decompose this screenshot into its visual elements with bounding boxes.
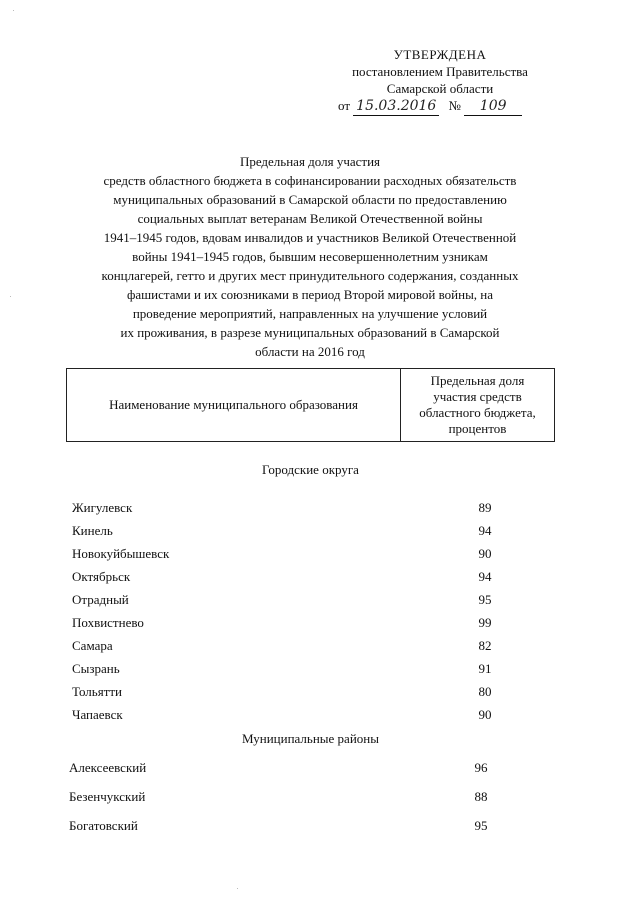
municipality-name: Сызрань [72,661,120,676]
share-value: 88 [474,789,488,804]
title-line: проведение мероприятий, направленных на улучшение условий [132,306,488,321]
table-row [72,546,552,564]
title-line: фашистами и их союзниками в период Второй мировой войны, на [126,287,494,302]
approval-block [330,46,550,116]
share-value: 95 [474,818,488,833]
municipality-name: Безенчукский [69,789,146,804]
municipality-name: Новокуйбышевск [72,546,170,561]
municipality-name: Отрадный [72,592,129,607]
title-line: войны 1941–1945 годов, бывшим несовершеннолетним узникам [132,249,488,264]
share-value: 90 [478,546,492,561]
approval-date: 15.03.2016 [353,98,439,116]
title-line: муниципальных образований в Самарской области по предоставлению [113,192,507,207]
table-row [69,818,552,836]
municipality-name: Октябрьск [72,569,131,584]
column-header-name: Наименование муниципального образования [67,369,401,442]
table-row [72,638,552,656]
share-value: 91 [478,661,492,676]
share-value: 82 [478,638,492,653]
share-value: 96 [474,760,488,775]
municipality-name: Самара [72,638,113,653]
title-line: концлагерей, гетто и других мест принудительного содержания, созданных [101,268,519,283]
number-prefix: № [448,98,461,113]
approval-line-2: Самарской области [386,81,494,96]
title-line: средств областного бюджета в софинансировании расходных обязательств [103,173,517,188]
title-line: социальных выплат ветеранам Великой Отечественной войны [137,211,483,226]
scan-speck [10,296,11,297]
approval-title: УТВЕРЖДЕНА [393,47,487,62]
scan-speck [13,10,14,11]
table-row [72,615,552,633]
municipality-name: Тольятти [72,684,123,699]
table-row [72,707,552,725]
scan-speck [237,888,238,889]
municipality-name: Жигулевск [72,500,133,515]
municipality-name: Похвистнево [72,615,144,630]
title-line: 1941–1945 годов, вдовам инвалидов и участников Великой Отечественной [103,230,517,245]
title-line: области на 2016 год [255,344,365,359]
municipality-name: Алексеевский [69,760,147,775]
table-row [69,760,552,778]
share-value: 94 [478,523,492,538]
section-title-urban: Городские округа [262,462,359,477]
date-prefix: от [338,98,351,113]
table-row [72,592,552,610]
document-title [55,152,565,361]
column-header-share-line: областного бюджета, [419,405,536,420]
municipality-name: Богатовский [69,818,138,833]
municipality-name: Кинель [72,523,113,538]
table-row [72,661,552,679]
table-row [72,523,552,541]
column-header-share-line: Предельная доля [430,373,525,388]
approval-line-1: постановлением Правительства [352,64,528,79]
table-header [66,368,555,442]
approval-date-line [330,97,550,116]
title-line: их проживания, в разрезе муниципальных образований в Самарской [120,325,500,340]
share-value: 99 [478,615,492,630]
share-value: 94 [478,569,492,584]
table-row [69,789,552,807]
table-row [72,500,552,518]
municipality-name: Чапаевск [72,707,123,722]
table-header-row [67,369,555,442]
share-value: 89 [478,500,492,515]
title-line: Предельная доля участия [239,154,381,169]
table-row [72,684,552,702]
column-header-share-line: процентов [448,421,507,436]
approval-number: 109 [464,98,522,116]
column-header-share-line: участия средств [433,389,522,404]
share-value: 80 [478,684,492,699]
share-value: 95 [478,592,492,607]
share-value: 90 [478,707,492,722]
table-row [72,569,552,587]
column-header-share [401,369,555,442]
section-title-districts: Муниципальные районы [242,731,379,746]
